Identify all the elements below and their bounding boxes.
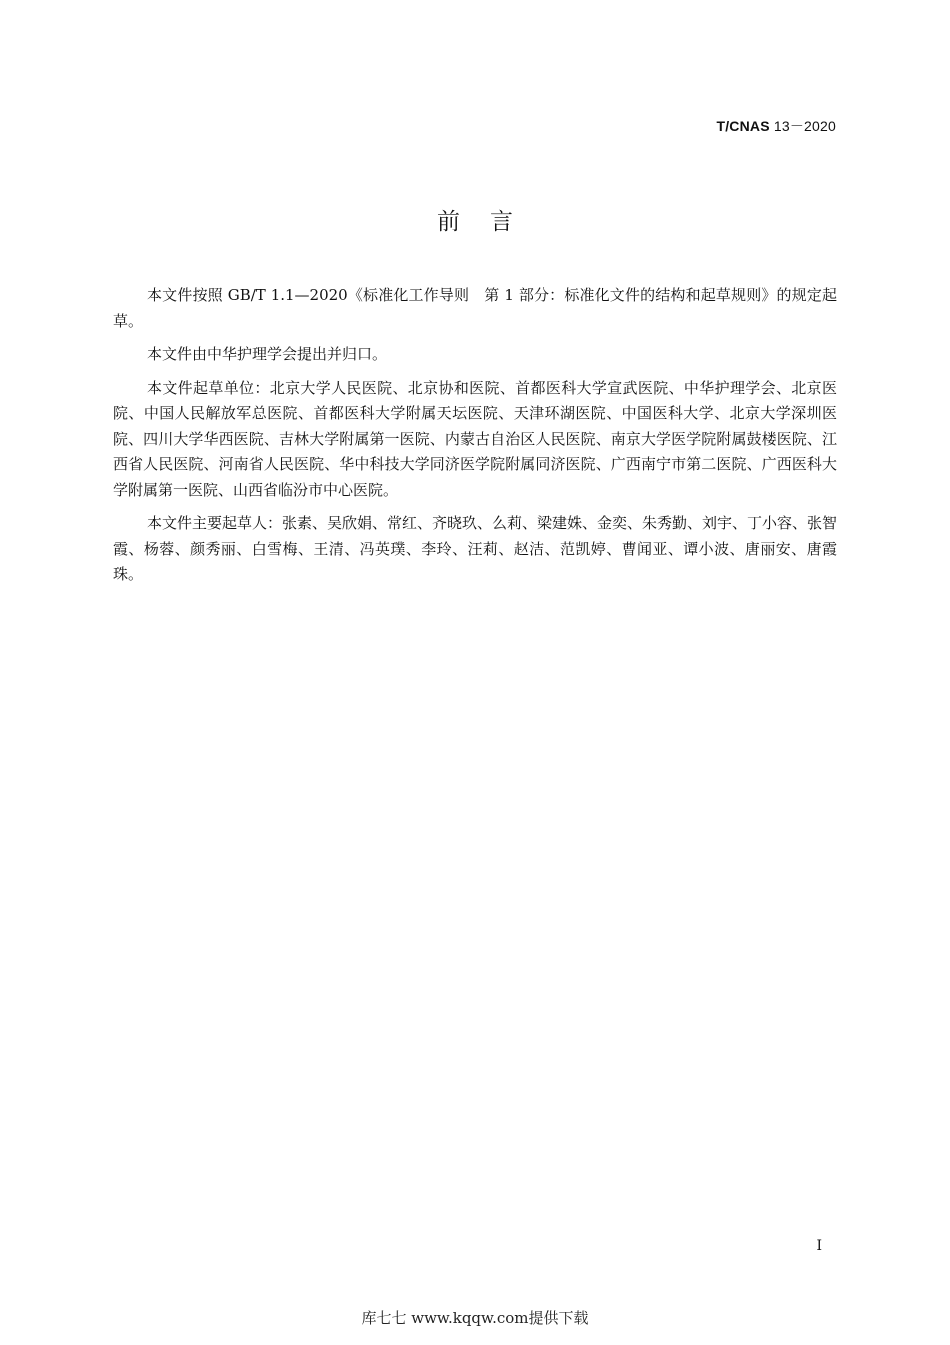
paragraph-drafting-units: 本文件起草单位：北京大学人民医院、北京协和医院、首都医科大学宣武医院、中华护理学会、北京医院、中国人民解放军总医院、首都医科大学附属天坛医院、天津环湖医院、中国医科大学、北京大学深圳医院、四川大学华西医院、吉林大学附属第一医院、内蒙古自治区人民医院、南京大学医学院附属鼓楼医院、江西省人民医院、河南省人民医院、华中科技大学同济医学院附属同济医院、广西南宁市第二医院、广西医科大学附属第一医院、山西省临汾市中心医院。	[113, 378, 837, 499]
paragraph-proposer: 本文件由中华护理学会提出并归口。	[147, 345, 388, 363]
standard-number: 13－2020	[769, 118, 836, 134]
page-title: 前言	[437, 209, 543, 235]
standard-code: T/CNAS	[716, 118, 770, 134]
paragraph-drafters: 本文件主要起草人：张素、吴欣娟、常红、齐晓玖、么莉、梁建姝、金奕、朱秀勤、刘宇、丁小容、张智霞、杨蓉、颜秀丽、白雪梅、王清、冯英璞、李玲、汪莉、赵洁、范凯婷、曹闻亚、谭小波、唐丽安、唐霞珠。	[113, 514, 838, 583]
standard-identifier	[716, 116, 836, 136]
foreword-body	[113, 283, 837, 596]
download-footer: 库七七 www.kqqw.com提供下载	[361, 1309, 589, 1327]
page-number: I	[816, 1238, 822, 1254]
paragraph-drafting-rules: 本文件按照 GB/T 1.1—2020《标准化工作导则 第 1 部分：标准化文件的结构和起草规则》的规定起草。	[113, 286, 837, 330]
